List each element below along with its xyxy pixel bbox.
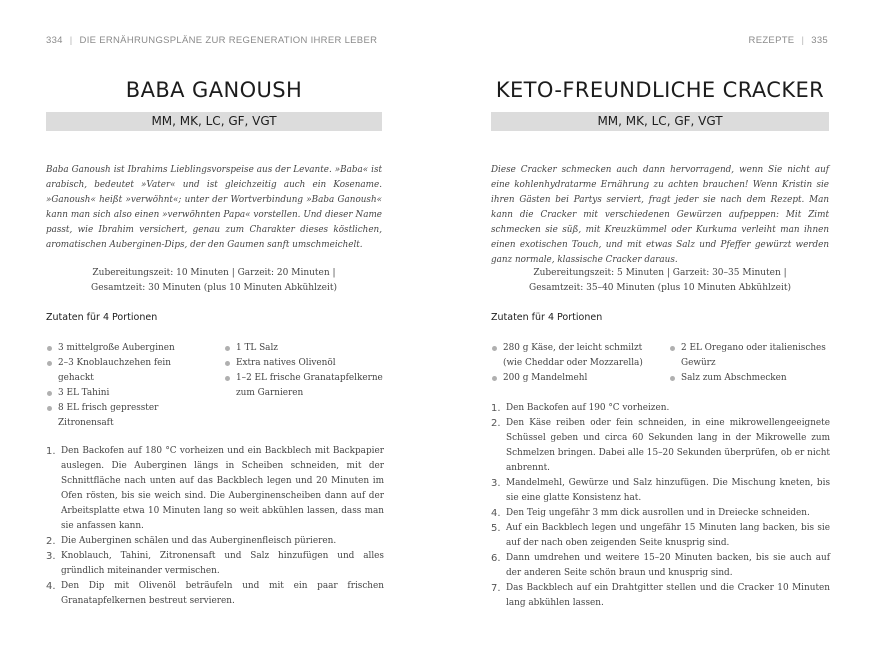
step-number: 3. <box>46 551 56 562</box>
ingredients-column <box>669 341 829 386</box>
ingredient-item: 280 g Käse, der leicht schmilzt (wie Cheddar oder Mozzarella) <box>491 341 659 371</box>
instruction-step <box>46 579 384 609</box>
step-text: Den Teig ungefähr 3 mm dick ausrollen und in Dreiecke schneiden. <box>506 508 810 518</box>
ingredient-item: 1 TL Salz <box>224 341 386 356</box>
instruction-step <box>491 521 830 551</box>
step-number: 5. <box>491 523 501 534</box>
instruction-step <box>46 549 384 579</box>
ingredient-item: 3 mittelgroße Auberginen <box>46 341 206 356</box>
diet-tags-bar: MM, MK, LC, GF, VGT <box>491 112 829 131</box>
instructions-list <box>491 401 830 611</box>
instruction-step <box>491 506 830 521</box>
ingredient-item: 200 g Mandelmehl <box>491 371 659 386</box>
timing-line: Zubereitungszeit: 10 Minuten | Garzeit: 20 Minuten | <box>92 268 336 278</box>
step-number: 1. <box>46 446 56 457</box>
step-text: Auf ein Backblech legen und ungefähr 15 Minuten lang backen, bis sie auf der nach oben zeigenden Seite knusprig sind. <box>506 523 830 548</box>
ingredient-item: 1–2 EL frische Granatapfelkerne zum Garnieren <box>224 371 386 401</box>
instruction-step <box>491 581 830 611</box>
timing-line: Gesamtzeit: 30 Minuten (plus 10 Minuten Abkühlzeit) <box>91 283 337 293</box>
recipe-title: BABA GANOUSH <box>125 78 303 102</box>
step-text: Den Dip mit Olivenöl beträufeln und mit ein paar frischen Granatapfelkernen bestreut servieren. <box>61 581 384 606</box>
instruction-step <box>491 416 830 476</box>
ingredient-item: 8 EL frisch gepresster Zitronensaft <box>46 401 206 431</box>
header-separator: | <box>69 35 73 46</box>
step-text: Dann umdrehen und weitere 15–20 Minuten backen, bis sie auch auf der anderen Seite schön braun und knusprig sind. <box>506 553 830 578</box>
recipe-title: KETO-FREUNDLICHE CRACKER <box>495 78 825 102</box>
step-text: Den Käse reiben oder fein schneiden, in eine mikrowellengeeignete Schüssel geben und circa 60 Sekunden lang in der Mikrowelle zum Schmelzen bringen. Dabei alle 15–20 Sekunden überprüfen, ob er nicht anbrennt. <box>506 418 830 473</box>
step-number: 1. <box>491 403 501 414</box>
ingredients-column <box>491 341 659 386</box>
running-head-text: REZEPTE <box>748 35 795 46</box>
instruction-step <box>46 534 384 549</box>
step-number: 2. <box>491 418 501 429</box>
diet-tags-bar: MM, MK, LC, GF, VGT <box>46 112 382 131</box>
step-text: Den Backofen auf 190 °C vorheizen. <box>506 403 670 413</box>
page-number: 335 <box>811 35 828 46</box>
step-number: 3. <box>491 478 501 489</box>
recipe-intro: Diese Cracker schmecken auch dann hervorragend, wenn Sie nicht auf eine kohlenhydratarme Ernährung zu achten brauchen! Wenn Kristin sie ihren Gästen bei Partys serviert, fragt jeder sie nach dem Rezept. Man kann die Cracker mit verschiedenen Gewürzen aufpeppen: Mit Zimt schmecken sie süß, mit Kreuzkümmel oder Kurkuma verleiht man ihnen einen exotischen Touch, und mit etwas Salz und Pfeffer gewürzt werden ganz normale, klassische Cracker daraus. <box>491 165 829 265</box>
ingredient-item: Salz zum Abschmecken <box>669 371 829 386</box>
instruction-step <box>491 551 830 581</box>
step-text: Die Auberginen schälen und das Auberginenfleisch pürieren. <box>61 536 337 546</box>
step-number: 6. <box>491 553 501 564</box>
instruction-step <box>491 476 830 506</box>
timing-info <box>491 266 829 296</box>
step-number: 4. <box>46 581 56 592</box>
ingredient-item: 2–3 Knoblauchzehen fein gehackt <box>46 356 206 386</box>
ingredients-heading: Zutaten für 4 Portionen <box>46 312 158 323</box>
step-text: Knoblauch, Tahini, Zitronensaft und Salz hinzufügen und alles gründlich miteinander vermischen. <box>61 551 384 576</box>
running-header <box>749 35 828 46</box>
step-number: 7. <box>491 583 501 594</box>
header-separator: | <box>801 35 805 46</box>
timing-info <box>46 266 382 296</box>
page-number: 334 <box>46 35 63 46</box>
ingredient-item: 2 EL Oregano oder italienisches Gewürz <box>669 341 829 371</box>
ingredients-column <box>224 341 386 401</box>
timing-line: Gesamtzeit: 35–40 Minuten (plus 10 Minuten Abkühlzeit) <box>529 283 791 293</box>
ingredient-item: 3 EL Tahini <box>46 386 206 401</box>
running-head-text: DIE ERNÄHRUNGSPLÄNE ZUR REGENERATION IHRER LEBER <box>79 35 378 46</box>
step-text: Das Backblech auf ein Drahtgitter stellen und die Cracker 10 Minuten lang abkühlen lassen. <box>506 583 830 608</box>
ingredient-item: Extra natives Olivenöl <box>224 356 386 371</box>
step-number: 4. <box>491 508 501 519</box>
ingredients-heading: Zutaten für 4 Portionen <box>491 312 603 323</box>
step-number: 2. <box>46 536 56 547</box>
step-text: Mandelmehl, Gewürze und Salz hinzufügen. Die Mischung kneten, bis sie eine glatte Konsistenz hat. <box>506 478 830 503</box>
timing-line: Zubereitungszeit: 5 Minuten | Garzeit: 30–35 Minuten | <box>533 268 787 278</box>
instruction-step <box>491 401 830 416</box>
step-text: Den Backofen auf 180 °C vorheizen und ein Backblech mit Backpapier auslegen. Die Auberginen längs in Scheiben schneiden, mit der Schnittfläche nach unten auf das Backblech legen und 20 Minuten im Ofen rösten, bis sie weich sind. Die Auberginenscheiben dann auf der Arbeitsplatte etwa 10 Minuten lang so weit abkühlen lassen, dass man sie anfassen kann. <box>61 446 384 531</box>
instruction-step <box>46 444 384 534</box>
right-page <box>437 0 874 648</box>
ingredients-column <box>46 341 206 431</box>
instructions-list <box>46 444 384 609</box>
running-header <box>46 35 377 46</box>
recipe-intro: Baba Ganoush ist Ibrahims Lieblingsvorspeise aus der Levante. »Baba« ist arabisch, bedeutet »Vater« und ist gleichzeitig auch ein Kosename. »Ganoush« heißt »verwöhnt«; unter der Wortverbindung »Baba Ganoush« kann man sich also einen »verwöhnten Papa« vorstellen. Und dieser Name passt, wie Ibrahim versichert, genau zum Charakter dieses köstlichen, aromatischen Auberginen-Dips, der den Gaumen sanft umschmeichelt. <box>46 165 382 250</box>
